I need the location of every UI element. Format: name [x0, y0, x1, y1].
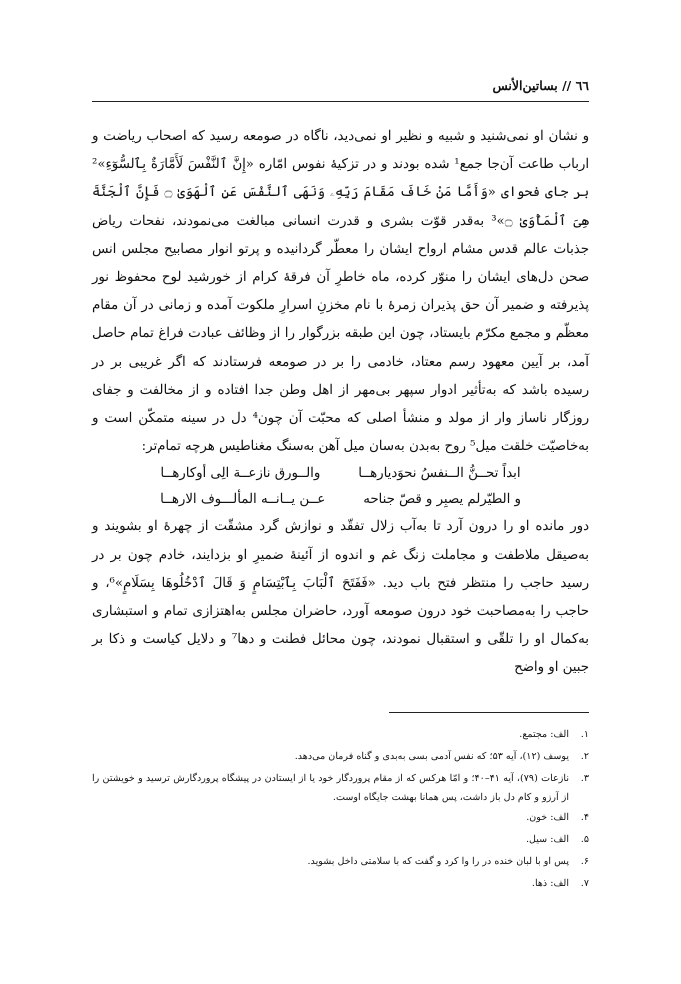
verse-line-1 — [92, 461, 589, 487]
footnote-text: الف: خون. — [526, 812, 569, 823]
footnote-text: پس او با لبان خنده در را وا کرد و گفت که با سلامتی داخل بشوید. — [307, 856, 569, 867]
footnote-item — [92, 807, 589, 829]
footnote-number: ۳. — [580, 773, 589, 784]
main-text — [92, 123, 589, 683]
footnote-item — [92, 768, 589, 807]
header-rule — [92, 101, 589, 102]
footnote-number: ۱. — [580, 729, 589, 740]
footnote-rule — [389, 712, 589, 713]
footnote-number: ۶. — [580, 856, 589, 867]
footnote-number: ۴. — [580, 812, 589, 823]
footnote-text: الف: مجتمع. — [519, 729, 569, 740]
footnote-number: ۵. — [580, 834, 589, 845]
paragraph-2: دور مانده او را درون آرد تا به‌آب زلال تفقّد و نوازش گرد مشقّت از چهرهٔ او بشویند و به‌صیقل ملاطفت و مجاملت زنگ غم و اندوه از آئینهٔ ضمیرِ او بزدایند، خادم چون بر در رسید حاجب را منتظر فتح باب دید. «فَفَتَحَ ٱلْبَابَ بِٱبْتِسَامٍ وَ قَالَ ٱدْخُلُوهَا بِسَلَامٍ»⁶، و حاجب را به‌مصاحبت خود درون صومعه آورد، حاضران مجلس به‌اهتزازی تمام و استبشاری به‌کمال او را تلقّی و استقبال نمودند، چون محائل فطنت و دها⁷ و دلایل کیاست و ذکا بر جبین او واضح — [92, 519, 589, 676]
verse-1-hemistich-b: والــورق نازعــة الِی أوکارهــا — [160, 466, 321, 482]
footnote-number: ۷. — [580, 878, 589, 889]
verse-line-2 — [92, 487, 589, 513]
verse-1-hemistich-a: ابداً تحــنُّ الــنفسُ نحوَدیارهــا — [358, 466, 521, 482]
verse-2-hemistich-a: و الطیّرلم یصبِر و قصّ جناحه — [363, 492, 521, 508]
footnote-text: نازعات (۷۹)، آیه ۴۱–۴۰؛ و امّا هرکس که از مقام پروردگار خود یا از ایستادن در پیشگاه پروردگارش ترسید و خویشتن را از آرزو و کام دل باز داشت، پس همانا بهشت جایگاه اوست. — [92, 773, 569, 803]
running-header — [92, 78, 589, 100]
footnote-text: الف: سیل. — [525, 834, 569, 845]
footnote-item — [92, 851, 589, 873]
running-title: ٦٦ // بساتين‌الأنس — [492, 78, 589, 93]
footnotes — [92, 724, 589, 895]
verse-2-hemistich-b: عــن یــانــه المألـــوف الارهــا — [160, 492, 326, 508]
paragraph-1: و نشان او نمی‌شنید و شبیه و نظیر او نمی‌دید، ناگاه در صومعه رسید که اصحاب ریاضت و ارباب طاعت آن‌جا جمع¹ شده بودند و در تزکیهٔ نفوس امّاره «إِنَّ ٱلنَّفْسَ لَأَمَّارَةٌ بِٱلسُّوٓءِ»² بر جای فحوای «وَأَمَّا مَنْ خَافَ مَقَامَ رَبِّهِۦ وَنَهَى ٱلنَّفْسَ عَنِ ٱلْهَوَىٰ ۝ فَإِنَّ ٱلْجَنَّةَ هِىَ ٱلْمَأْوَىٰ ۝»³ به‌قدر قوّت بشری و قدرت انسانی مبالغت می‌نمودند، نفحات ریاض جذبات عالم قدس مشام ارواح ایشان را معطّر گردانیده و پرتو انوار مصابیح مجلس انس صحن دل‌های ایشان را منوّر کرده، ماه خاطرِ آن فرقهٔ کرام از خورشید لوح محفوظ نور پذیرفته و ضمیر آن حق پذیران زمرهٔ با نام مخزنِ اسرارِ ملکوت آمده و زمانی در آن مقام معظّم و مجمع مکرّم بایستاد، چون این طبقه بزرگوار را از وظائف عبادت فراغ تمام حاصل آمد، بر آیین معهود رسم معتاد، خادمی را بر در صومعه فرستادند که اگر غریبی بر در رسیده باشد که به‌تأثیر ادوار سپهر بی‌مهر از اهل وطن جدا افتاده و از مخالفت و جفای روزگار ناساز وار از مولد و منشأ اصلی که محبّت آن چون⁴ دل در سینه متمکّن است و به‌خاصیّت خلقت میل⁵ روح به‌بدن به‌سان میل آهن به‌سنگ مغناطیس هرچه تمام‌تر: — [92, 129, 590, 455]
footnote-text: یوسف (۱۲)، آیه ۵۳؛ که نفس آدمی بسی به‌بدی و گناه فرمان می‌دهد. — [294, 751, 569, 762]
footnote-item — [92, 746, 589, 768]
footnote-text: الف: ذها. — [531, 878, 569, 889]
footnote-item — [92, 873, 589, 895]
footnote-item — [92, 829, 589, 851]
footnote-item — [92, 724, 589, 746]
footnote-number: ۲. — [580, 751, 589, 762]
